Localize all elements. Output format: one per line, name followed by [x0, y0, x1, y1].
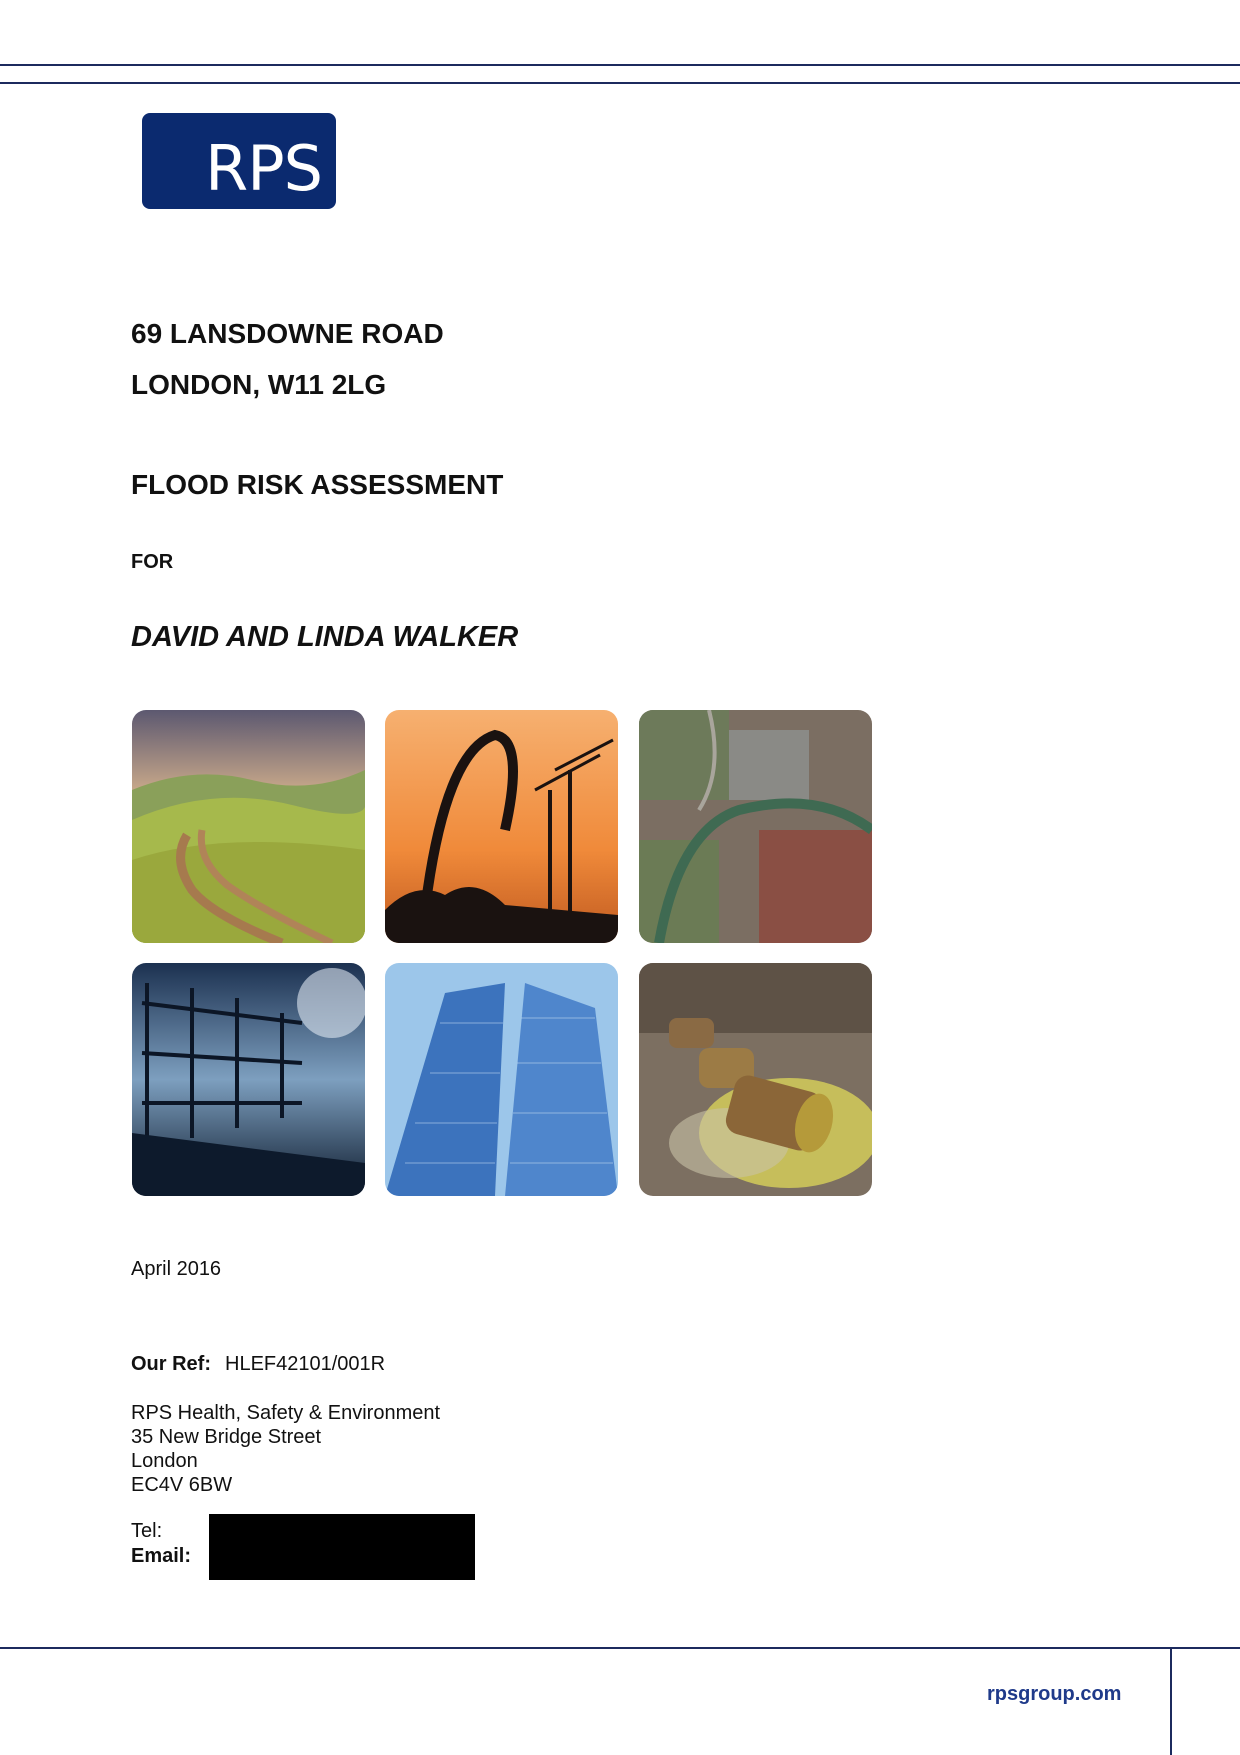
- glass-skyscrapers-photo: [385, 963, 618, 1196]
- document-title: FLOOD RISK ASSESSMENT: [131, 469, 504, 500]
- gasholder-frame-photo: [132, 963, 365, 1196]
- company-address: [131, 1401, 440, 1497]
- construction-cranes-sunset-photo: [385, 710, 618, 943]
- our-reference: [131, 1353, 385, 1376]
- tel-label: Tel:: [131, 1520, 163, 1542]
- email-label: Email:: [131, 1545, 192, 1567]
- rps-logo: [142, 113, 336, 209]
- company-address-line1: RPS Health, Safety & Environment: [131, 1402, 441, 1424]
- for-label: FOR: [131, 551, 174, 573]
- property-address-line1: 69 LANSDOWNE ROAD: [131, 318, 444, 349]
- header-rule-bottom: [0, 82, 1240, 84]
- company-address-line3: London: [131, 1450, 198, 1472]
- logo-text: RPS: [205, 132, 322, 205]
- countryside-road-photo: [132, 710, 365, 943]
- redaction-box: [209, 1514, 475, 1580]
- company-address-line2: 35 New Bridge Street: [131, 1426, 322, 1448]
- reference-value: HLEF42101/001R: [225, 1353, 386, 1375]
- website-link[interactable]: rpsgroup.com: [987, 1683, 1122, 1705]
- aerial-urban-photo: [639, 710, 872, 943]
- reference-label: Our Ref:: [131, 1353, 211, 1375]
- report-date: April 2016: [131, 1258, 222, 1280]
- client-name: DAVID AND LINDA WALKER: [131, 621, 519, 653]
- rusty-barrels-contamination-photo: [639, 963, 872, 1196]
- footer-rule: [0, 1647, 1240, 1649]
- header-rule-top: [0, 64, 1240, 66]
- footer-vertical-rule: [1170, 1647, 1172, 1755]
- company-address-line4: EC4V 6BW: [131, 1474, 233, 1496]
- property-address-line2: LONDON, W11 2LG: [131, 369, 387, 400]
